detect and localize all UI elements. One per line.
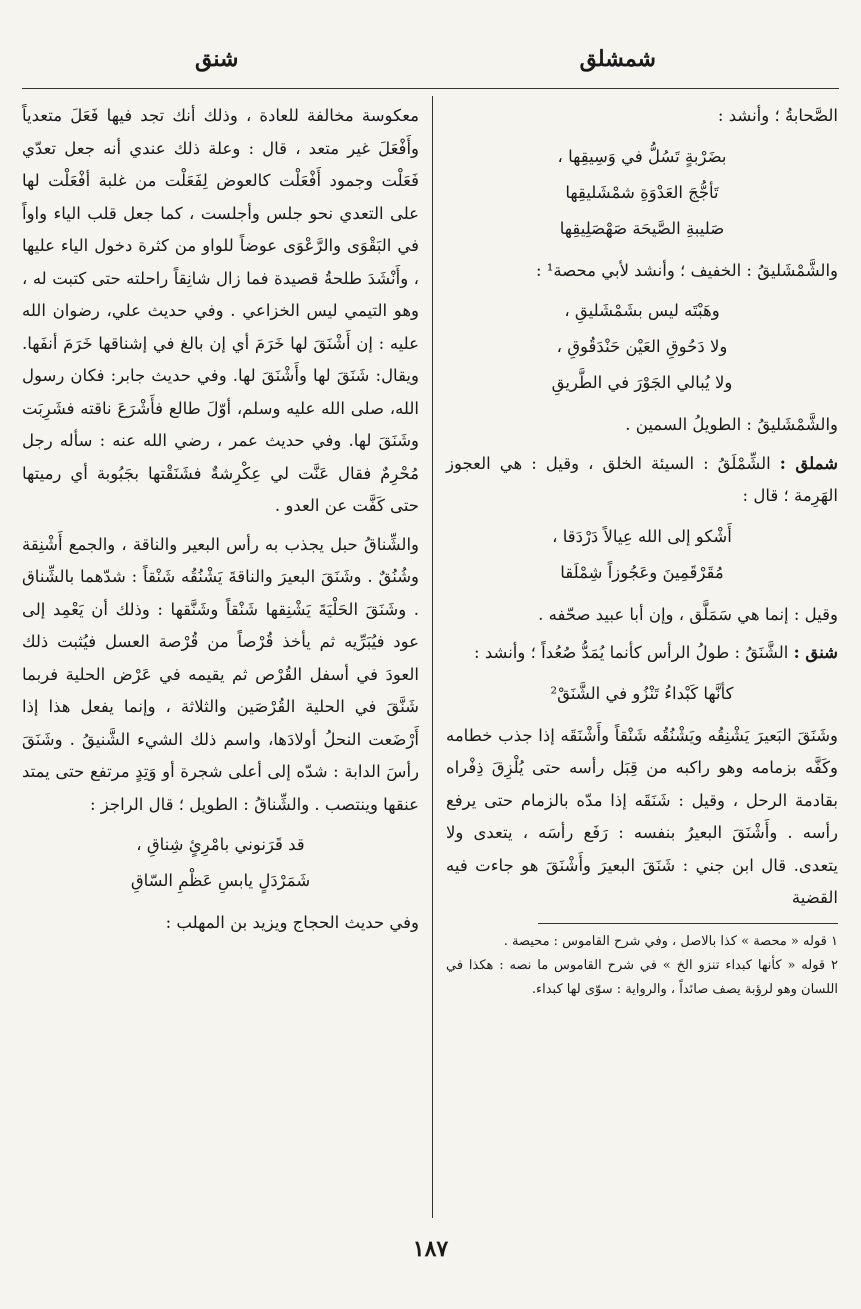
verse-line: ولا يُبالي الجَوْرَ في الطَّريقِ — [551, 373, 733, 392]
verse-line: وهَبْتَه ليس بشَمْشَليقِ ، — [564, 301, 720, 320]
left-column — [22, 100, 419, 946]
running-head-right: شمشلق — [579, 46, 656, 72]
page-number: ١٨٧ — [412, 1236, 449, 1262]
verse-line: ولا دَحُوقِ العَيْن حَنْدَقُوقِ ، — [556, 337, 728, 356]
entry-shamlaq — [446, 448, 838, 513]
footnote: ٢ قوله « كأنها كبداء تنزو الخ » في شرح القاموس ما نصه : هكذا في اللسان وهو لرؤبة يصف صائداً ، والرواية : سوّى لها كبداء. — [446, 957, 838, 997]
running-head-left: شنق — [195, 46, 239, 72]
verse-line: قد قَرَنوني بامْرِئٍ شِناقِ ، — [136, 835, 305, 854]
footnote: ١ قوله « محصة » كذا بالاصل ، وفي شرح القاموس : محيصة . — [503, 933, 838, 949]
verse-block — [446, 293, 838, 401]
paragraph: وفي حديث الحجاج ويزيد بن المهلب : — [165, 913, 419, 932]
entry-text: الشِّمْلَقُ : السيئة الخلق ، وقيل : هي العجوز الهَرِمة ؛ قال : — [446, 453, 838, 505]
verse-block — [446, 519, 838, 591]
verse-line: مُقَرْقَمِينَ وعَجُوزاً شِمْلَقا — [560, 562, 724, 582]
verse-line: تَأجُّجَ العَدْوَةِ شمْشَليقِها — [565, 182, 719, 202]
paragraph: وشَنَقَ البَعيرَ يَشْنِقُه ويَشْنُقُه شَنْقاً وأَشْنَقَه إذا جذب خطامه وكَفَّه بزمامه وهو راكبه من قِبَل رأسه حتى يُلْزِقَ ذِفْراه بقادمة الرحل ، وقيل : شَنَقَه إذا مدّه بالزمام حتى يرفع رأسه . وأَشْنَقَ البعيرُ بنفسه : رَفَع رأسَه ، يتعدى ولا يتعدى. قال ابن جني : شَنَقَ البعيرَ وأَشْنَقَ هو جاءت فيه القضية — [446, 725, 838, 907]
paragraph: معكوسة مخالفة للعادة ، وذلك أنك تجد فيها فَعَلَ متعدياً وأَفْعَلَ غير متعد ، قال : وعلة ذلك عندي أنه جعل تعدّي فَعَلْت وجمود أَفْعَلْت كالعوض لِفَعَلْت من غلبة أفْعَلْت لها على التعدي نحو جلس وأجلست ، كما جعل قلب الياء واواً في البَقْوَى والرَّعْوَى عوضاً للواو من كثرة دخول الياء عليها ، وأَنْشَدَ طلحةُ قصيدة فما زال شانِقاً راحلته حتى كتبت له ، وهو التيمي ليس الخزاعي . وفي حديث علي، رضوان الله عليه : إن أَشْنَقَ لها خَرَمَ أي إن بالغ في إشناقها خَرَمَ أنفَها. ويقال: شَنَقَ لها وأَشْنَقَ لها. وفي حديث جابر: فكان رسول الله، صلى الله عليه وسلم، أوّلَ طالع فأَشْرَعَ ناقته فشَرِبَت وشَنَقَ لها. وفي حديث عمر ، رضي الله عنه : سأله رجل مُحْرِمٌ فقال عَنَّت لي عِكْرِشةٌ فشَنَقْتها بجَبُوبة أي رميتها حتى كَفَّت عن العدو . — [22, 106, 419, 515]
paragraph: والشَّمْشَليقُ : الخفيف ؛ وأنشد لأبي محصة¹ : — [535, 260, 838, 280]
entry-shanaq — [446, 637, 838, 670]
column-divider — [432, 96, 433, 1218]
verse-line: أَشْكو إلى الله عِيالاً دَرْدَقا ، — [552, 526, 732, 546]
footnotes — [446, 930, 838, 1002]
entry-text: الشَّنَقُ : طولُ الرأس كأنما يُمَدُّ صُعُداً ؛ وأنشد : — [474, 643, 789, 662]
verse-block — [446, 139, 838, 247]
verse-line: صَليبةِ الصَّيحَة صَهْصَلِيقِها — [559, 218, 725, 238]
paragraph: والشَّمْشَليقُ : الطويلُ السمين . — [625, 415, 838, 434]
verse-line: كأنَّها كَبْداءُ تَنْزُو في الشَّنَقْ² — [550, 683, 734, 703]
entry-headword: شملق : — [779, 453, 838, 473]
footnote-rule — [538, 923, 838, 924]
right-column — [446, 100, 838, 1002]
verse-block — [22, 827, 419, 899]
paragraph: وقيل : إنما هي سَمَلَّق ، وإن أبا عبيد صحّفه . — [538, 604, 838, 624]
entry-headword: شنق : — [793, 643, 838, 662]
verse-line: بضَرْبةٍ تَسُلُّ في وَسِيقِها ، — [557, 146, 727, 166]
verse-block — [446, 676, 838, 712]
header-rule — [22, 88, 839, 89]
paragraph: الصَّحابةُ ؛ وأنشد : — [717, 106, 838, 125]
paragraph: والشِّناقُ حبل يجذب به رأس البعير والناقة ، والجمع أَشْنِقة وشُنُقٌ . وشَنَقَ البعيرَ والناقةَ يَشْنُقُه شَنْقاً : شدّهما بالشِّناق . وشَنَقَ الحَلْيَةَ يَشْنِقها شَنْقاً وشَنَّقها : وذلك أن يَعْمِد إلى عود فيُبَرِّيه ثم يأخذ قُرْصاً من قُرْصة العسل فيُثبت ذلك العودَ في أسفل القُرْص ثم يقيمه في عَرْض الحلية فربما شَنَّقَ في الحلية القُرْصَين والثلاثة ، وإنما يفعل هذا إذا أَرْضَعت النحلُ أولادَها، واسم ذلك الشيء الشَّنيقُ . وشَنَقَ رأسَ الدابة : شدّه إلى أعلى شجرة أو وَتِدٍ مرتفع حتى يمتد عنقها وينتصب . والشِّناقُ : الطويل ؛ قال الراجز : — [22, 534, 419, 814]
verse-line: شَمَرْدَلٍ يابسِ عَظْمِ السّاقِ — [130, 871, 311, 890]
